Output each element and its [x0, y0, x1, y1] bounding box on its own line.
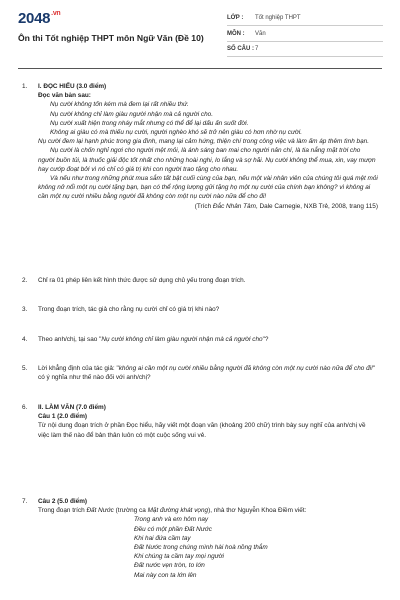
question-text-mid: (trường ca [113, 507, 148, 515]
header [0, 0, 400, 68]
question-text-post: ), nhà thơ Nguyễn Khoa Điềm viết: [208, 507, 307, 515]
question-number: 1. [22, 83, 28, 90]
work-title: Đất Nước [86, 507, 114, 515]
passage-line: Nụ cười đem lại hạnh phúc trong gia đình, mang lại cảm hứng, thiện chí trong công việc và làm ấm áp thêm tình bạn. [38, 138, 369, 146]
question-text [38, 364, 378, 382]
question-number: 4. [22, 336, 28, 343]
poem-line: Khi chúng ta cầm tay mọi người [134, 553, 224, 561]
question-quote: không ai cần một nụ cười nhiều bằng người đã không còn một nụ cười nào nữa để cho đi! [118, 365, 373, 372]
header-divider [18, 68, 382, 69]
meta-class [227, 13, 383, 26]
passage-line: Và nếu như trong những phút mua sắm tất bật cuối cùng của bạn, nếu một vài nhân viên của chúng tôi quá mệt mỏi không nở nổi một nụ cười tặng bạn, bạn có thể rộng lượng gửi tặng họ một nụ cười của chính bạn không? vì không ai cần một nụ cười nhiều bằng người đã không còn một nụ cười nào nữa để cho đi! [38, 175, 378, 201]
passage-line: Nụ cười không chỉ làm giàu người nhận mà cả người cho. [50, 110, 213, 118]
source-title: Đắc Nhân Tâm [212, 202, 256, 210]
question-number: 5. [22, 365, 28, 372]
poem-line: Đất nước vẹn tròn, to lớn [134, 562, 205, 570]
question-text [38, 335, 378, 344]
poem-line: Mai này con ta lớn lên [134, 571, 197, 579]
meta-label: SỐ CÂU : [227, 46, 254, 52]
section-heading: I. ĐỌC HIỂU (3.0 điểm) [38, 83, 107, 90]
passage-line: Không ai giàu có mà thiếu nụ cười, người nghèo khó sẽ trở nên giàu có hơn nhờ nụ cười. [50, 129, 303, 137]
document-title: Ôn thi Tốt nghiệp THPT môn Ngữ Văn (Đề 10) [18, 33, 204, 43]
passage-line: Nụ cười không tốn kém mà đem lại rất nhiều thứ. [50, 101, 189, 109]
subquestion-heading: Câu 1 (2.0 điểm) [38, 413, 88, 421]
meta-value: Văn [255, 31, 266, 37]
meta-label: LỚP : [227, 15, 244, 21]
poem-line: Đất Nước trong chúng mình hài hoà nồng thắm [134, 544, 268, 552]
question-text: Từ nội dung đoạn trích ở phần Đọc hiểu, hãy viết một đoạn văn (khoảng 200 chữ) trình bày suy nghĩ của anh/chị về việc làm thế nào để bản thân luôn có một cuộc sống vui vẻ. [38, 422, 366, 439]
meta-value: 7 [255, 46, 259, 52]
meta-subject [227, 29, 383, 42]
question-text-post: "? [262, 336, 269, 343]
logo-suffix: .vn [51, 10, 61, 17]
question-quote: Nụ cười không chỉ làm giàu người nhận mà cả người cho [101, 336, 263, 343]
subquestion-heading: Câu 2 (5.0 điểm) [38, 498, 88, 505]
logo-main: 2048 [18, 10, 51, 27]
meta-count [227, 44, 383, 57]
passage-source [38, 202, 378, 211]
question-number: 6. [22, 404, 28, 411]
question-number: 2. [22, 277, 28, 284]
work-title: Mặt đường khát vọng [147, 507, 209, 515]
question-number: 3. [22, 306, 28, 313]
source-suffix: , Dale Carnegie, NXB Trẻ, 2008, trang 115) [255, 202, 378, 210]
passage-line: Nụ cười xuất hiện trong nháy mắt nhưng có thể để lại dấu ấn suốt đời. [50, 119, 249, 127]
question-text: Trong đoạn trích, tác giả cho rằng nụ cười chỉ có giá trị khi nào? [38, 306, 220, 313]
section-heading: II. LÀM VĂN (7.0 điểm) [38, 404, 106, 411]
question-text-pre: Theo anh/chị, tại sao " [38, 336, 102, 343]
question-text-pre: Lời khẳng định của tác giả: " [38, 365, 119, 372]
poem-line: Trong anh và em hôm nay [134, 516, 209, 524]
question-text [38, 506, 378, 515]
poem-line: Đều có một phần Đất Nước [134, 525, 212, 533]
question-number: 7. [22, 498, 28, 505]
poem-line: Khi hai đứa cầm tay [134, 534, 191, 542]
question-text: Chỉ ra 01 phép liên kết hình thức được sử dụng chủ yếu trong đoạn trích. [38, 277, 246, 284]
meta-label: MÔN : [227, 31, 245, 37]
meta-value: Tốt nghiệp THPT [255, 15, 301, 21]
reading-lead: Đọc văn bản sau: [38, 92, 91, 100]
question-text-post: " có ý nghĩa như thế nào đối với anh/chị? [38, 365, 376, 382]
site-logo[interactable] [18, 10, 60, 27]
source-prefix: (Trích [194, 202, 213, 210]
passage-line: Nụ cười là chốn nghỉ ngơi cho người mệt mỏi, là ánh sáng ban mai cho người nản chí, là tia nắng mặt trời cho người buồn tủi, là thuốc giải độc tốt nhất cho những hoài nghi, lo lắng và sợ hãi. Nụ cười không thể mua, xin, vay mượn hay cướp đoạt bởi vì nó chỉ có giá trị khi con người trao tặng cho nhau. [38, 147, 376, 173]
question-text-pre: Trong đoạn trích [38, 507, 87, 515]
